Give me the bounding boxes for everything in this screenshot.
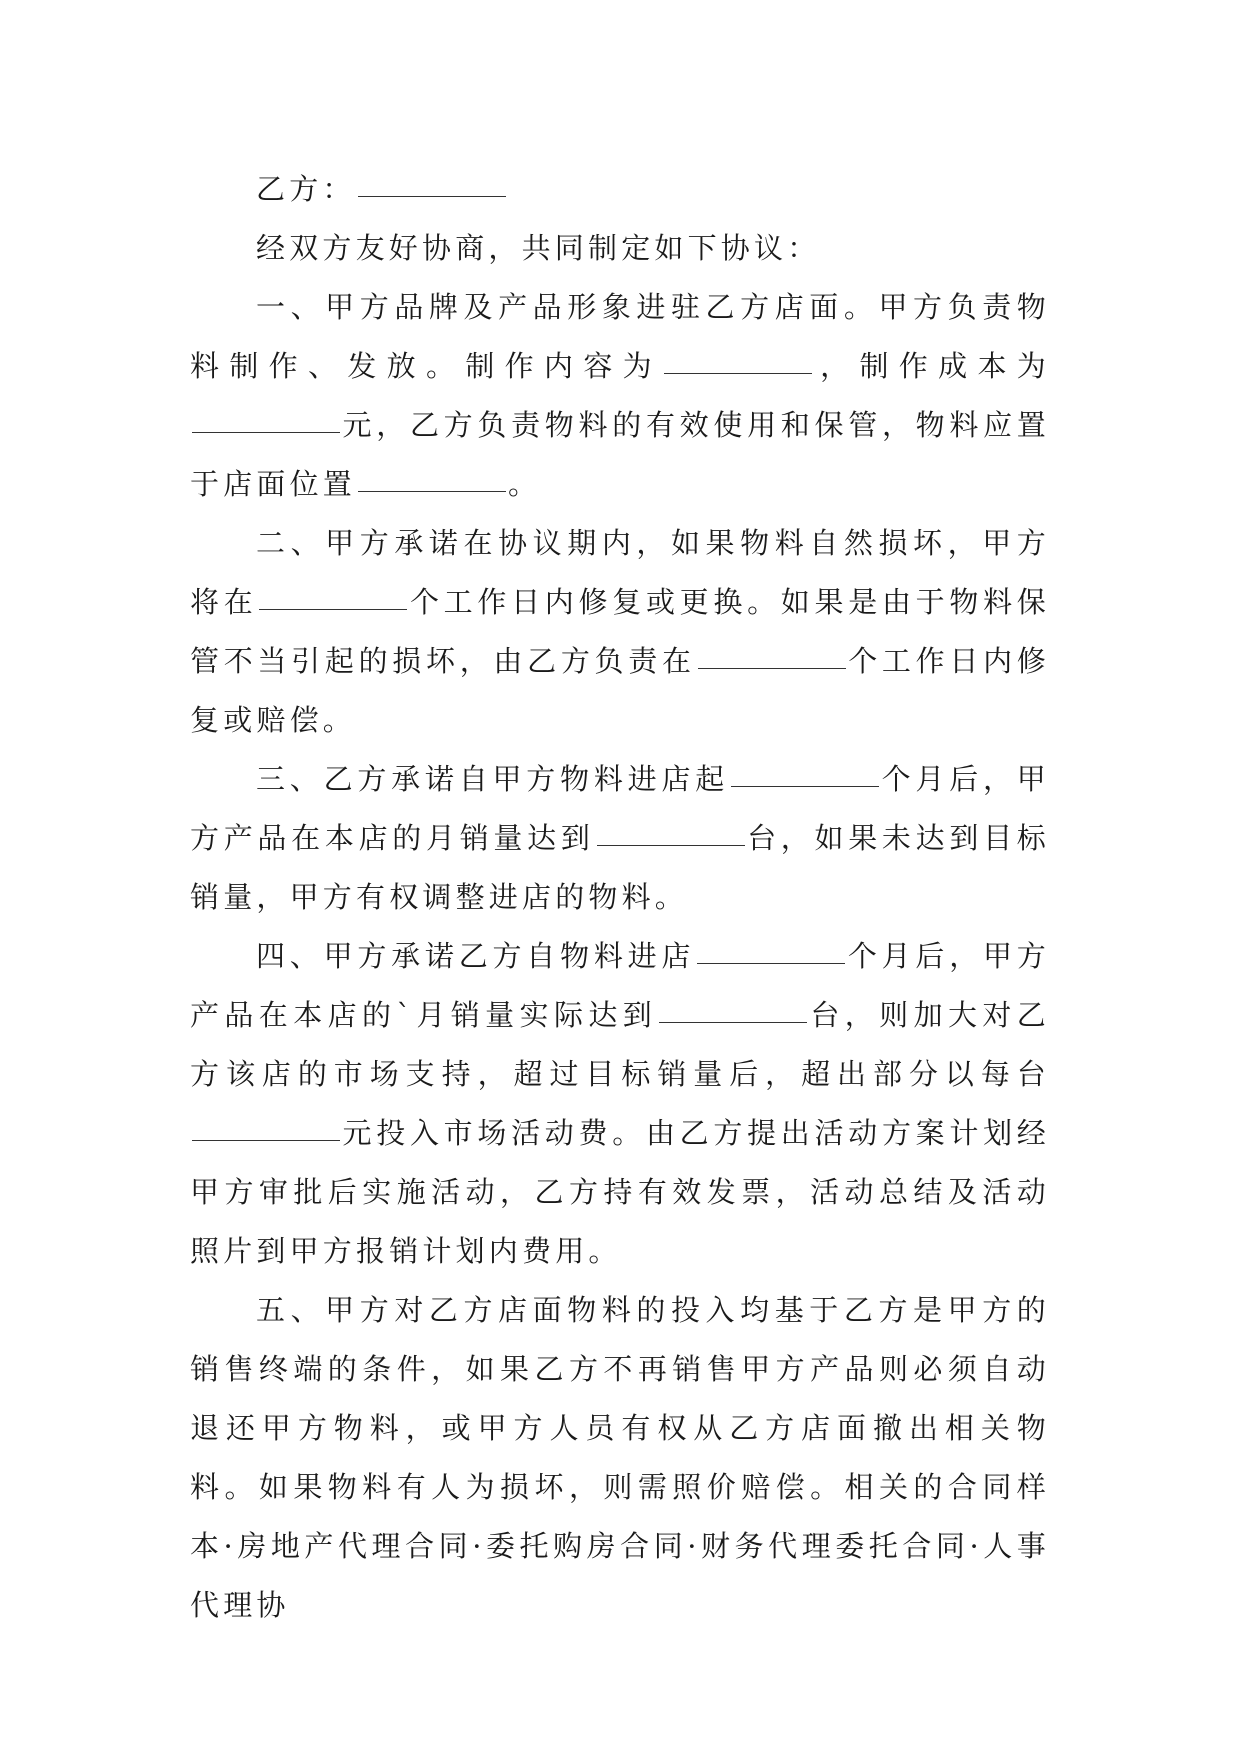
clause-4-blank-units	[659, 1020, 807, 1023]
clause-3	[190, 750, 1050, 927]
clause-3-text-c: 台，如果未达到目标销量，甲方有权调整进店的物料。	[190, 821, 1050, 914]
clause-3-blank-months	[731, 784, 879, 787]
party-b-label: 乙方：	[256, 172, 356, 206]
clause-4-text-c: 台，则加大对乙方该店的市场支持，超过目标销量后，超出部分以每台	[190, 998, 1050, 1091]
clause-1-blank-location	[358, 489, 506, 492]
intro-paragraph: 经双方友好协商，共同制定如下协议：	[256, 231, 821, 265]
clause-3-text-a: 三、乙方承诺自甲方物料进店起	[256, 762, 730, 796]
clause-5: 五、甲方对乙方店面物料的投入均基于乙方是甲方的销售终端的条件，如果乙方不再销售甲方产品则必须自动退还甲方物料，或甲方人员有权从乙方店面撤出相关物料。如果物料有人为损坏，则需照价赔偿。相关的合同样本·房地产代理合同·委托购房合同·财务代理委托合同·人事代理协	[190, 1293, 1050, 1622]
clause-4-text-b: 个月后，甲方产品在本店的`月销量实际达到	[190, 939, 1050, 1032]
document-body	[190, 160, 1050, 1635]
clause-1-blank-content	[664, 371, 812, 374]
clause-4-text-a: 四、甲方承诺乙方自物料进店	[256, 939, 696, 973]
clause-3-text-b: 个月后，甲方产品在本店的月销量达到	[190, 762, 1050, 855]
clause-2	[190, 514, 1050, 750]
clause-4-blank-amount	[192, 1138, 340, 1141]
clause-1-text-c: 元，乙方负责物料的有效使用和保管，物料应置于店面位置	[190, 408, 1050, 501]
clause-2-blank-days-b	[698, 666, 846, 669]
party-b-blank	[358, 194, 506, 197]
clause-2-text-b: 个工作日内修复或更换。如果是由于物料保管不当引起的损坏，由乙方负责在	[190, 585, 1050, 678]
clause-2-text-c: 个工作日内修复或赔偿。	[190, 644, 1050, 737]
clause-4-blank-months	[697, 961, 845, 964]
clause-1-text-d: 。	[508, 467, 542, 501]
clause-3-blank-units	[597, 843, 745, 846]
clause-2-blank-days-a	[259, 607, 407, 610]
clause-2-text-a: 二、甲方承诺在协议期内，如果物料自然损坏，甲方将在	[190, 526, 1050, 619]
clause-1-text-b: ，制作成本为	[814, 349, 1050, 383]
clause-1-blank-cost	[192, 430, 340, 433]
clause-1	[190, 278, 1050, 514]
party-b-line	[190, 160, 1050, 219]
clause-1-text-a: 一、甲方品牌及产品形象进驻乙方店面。甲方负责物料制作、发放。制作内容为	[190, 290, 1050, 383]
clause-4-text-d: 元投入市场活动费。由乙方提出活动方案计划经甲方审批后实施活动，乙方持有效发票，活动总结及活动照片到甲方报销计划内费用。	[190, 1116, 1050, 1268]
clause-4	[190, 927, 1050, 1281]
